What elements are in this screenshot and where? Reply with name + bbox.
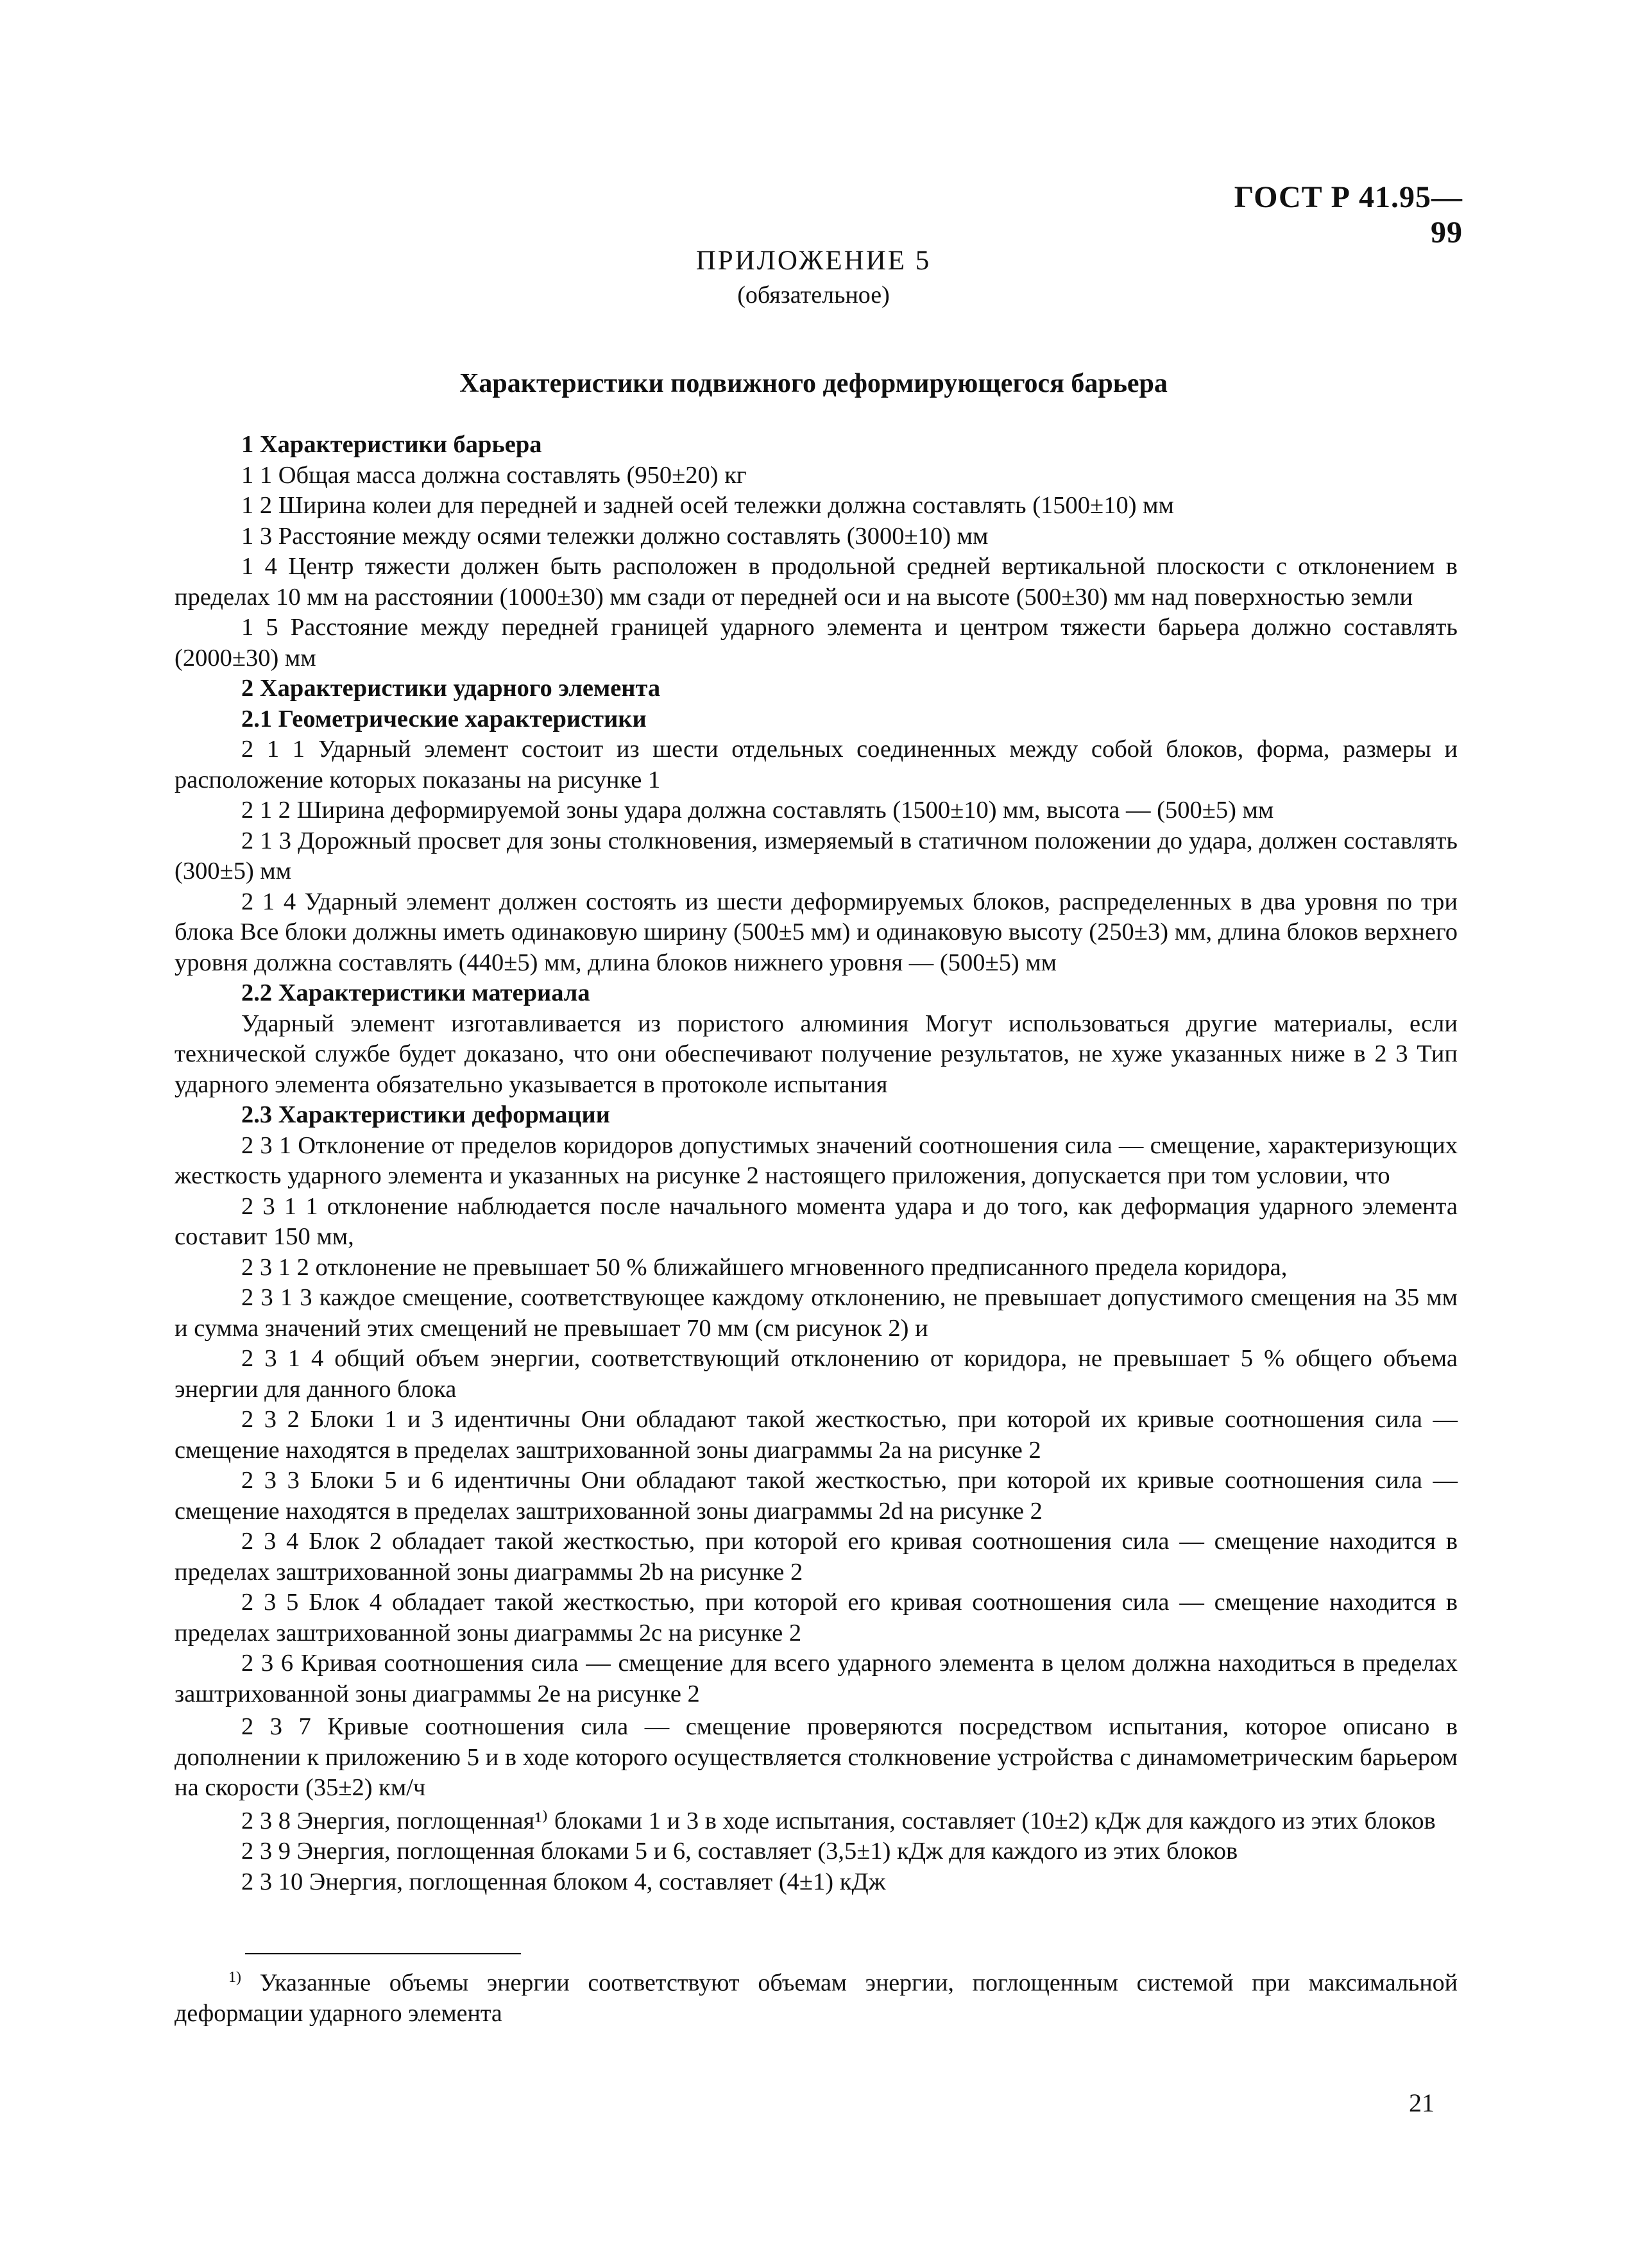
paragraph: 2 3 10 Энергия, поглощенная блоком 4, составляет (4±1) кДж [241, 1868, 886, 1895]
paragraph: 1 4 Центр тяжести должен быть расположен в продольной средней вертикальной плоскости с отклонением в пределах 10 мм на расстоянии (1000±30) мм сзади от передней оси и на высоте (500±30) мм над поверхностью земли [175, 553, 1458, 611]
footnote-text: Указанные объемы энергии соответствуют объемам энергии, поглощенным системой при максимальной деформации ударного элемента [175, 1969, 1458, 2027]
heading-barrier: 1 Характеристики барьера [241, 431, 542, 458]
paragraph: 2 3 2 Блоки 1 и 3 идентичны Они обладают такой жесткостью, при которой их кривые соотношения сила — смещение находятся в пределах заштрихованной зоны диаграммы 2a на рисунке 2 [175, 1406, 1458, 1464]
paragraph: 2 1 2 Ширина деформируемой зоны удара должна составлять (1500±10) мм, высота — (500±5) мм [241, 797, 1274, 824]
paragraph: 2 3 3 Блоки 5 и 6 идентичны Они обладают такой жесткостью, при которой их кривые соотношения сила — смещение находятся в пределах заштрихованной зоны диаграммы 2d на рисунке 2 [175, 1467, 1458, 1525]
paragraph: 2 3 1 Отклонение от пределов коридоров допустимых значений соотношения сила — смещение, характеризующих жесткость ударного элемента и указанных на рисунке 2 настоящего приложения, допускается при том условии, что [175, 1131, 1458, 1189]
paragraph: 2 3 6 Кривая соотношения сила — смещение для всего ударного элемента в целом должна находиться в пределах заштрихованной зоны диаграммы 2e на рисунке 2 [175, 1650, 1458, 1707]
paragraph: 1 2 Ширина колеи для передней и задней осей тележки должна составлять (1500±10) мм [241, 492, 1174, 519]
paragraph: 2 1 1 Ударный элемент состоит из шести отдельных соединенных между собой блоков, форма, размеры и расположение которых показаны на рисунке 1 [175, 736, 1458, 793]
heading-material: 2.2 Характеристики материала [241, 979, 590, 1006]
body-text [175, 430, 1458, 1897]
paragraph: 2 3 7 Кривые соотношения сила — смещение проверяются посредством испытания, которое описано в дополнении к приложению 5 и в ходе которого осуществляется столкновение устройства с динамометрическим барьером на скорости (35±2) км/ч [175, 1713, 1458, 1801]
paragraph: Ударный элемент изготавливается из пористого алюминия Могут использоваться другие материалы, если технической службе будет доказано, что они обеспечивают получение результатов, не хуже указанных ниже в 2 3 Тип ударного элемента обязательно указывается в протоколе испытания [175, 1010, 1458, 1098]
paragraph: 2 1 4 Ударный элемент должен состоять из шести деформируемых блоков, распределенных в два уровня по три блока Все блоки должны иметь одинаковую ширину (500±5 мм) и одинаковую высоту (250±3) мм, длина блоков верхнего уровня должна составлять (440±5) мм, длина блоков нижнего уровня — (500±5) мм [175, 888, 1458, 976]
footnote-divider [245, 1953, 521, 1954]
paragraph: 1 1 Общая масса должна составлять (950±20) кг [241, 461, 747, 489]
paragraph: 1 3 Расстояние между осями тележки должно составлять (3000±10) мм [241, 522, 989, 550]
paragraph: 2 3 5 Блок 4 обладает такой жесткостью, при которой его кривая соотношения сила — смещение находится в пределах заштрихованной зоны диаграммы 2c на рисунке 2 [175, 1589, 1458, 1646]
paragraph: 2 1 3 Дорожный просвет для зоны столкновения, измеряемый в статичном положении до удара, должен составлять (300±5) мм [175, 827, 1458, 884]
page-number: 21 [1409, 2088, 1435, 2117]
heading-geometry: 2.1 Геометрические характеристики [241, 705, 647, 732]
paragraph: 2 3 1 3 каждое смещение, соответствующее каждому отклонению, не превышает допустимого смещения на 35 мм и сумма значений этих смещений не превышает 70 мм (см рисунок 2) и [175, 1284, 1458, 1342]
paragraph: 1 5 Расстояние между передней границей ударного элемента и центром тяжести барьера должно составлять (2000±30) мм [175, 614, 1458, 672]
paragraph: 2 3 4 Блок 2 обладает такой жесткостью, при которой его кривая соотношения сила — смещение находится в пределах заштрихованной зоны диаграммы 2b на рисунке 2 [175, 1528, 1458, 1586]
section-title: Характеристики подвижного деформирующегося барьера [459, 369, 1168, 398]
heading-impact-element: 2 Характеристики ударного элемента [241, 675, 661, 702]
footnote [175, 1963, 1458, 2029]
appendix-subtitle: (обязательное) [737, 282, 890, 309]
paragraph: 2 3 8 Энергия, поглощенная¹⁾ блоками 1 и 3 в ходе испытания, составляет (10±2) кДж для каждого из этих блоков [241, 1807, 1436, 1834]
paragraph: 2 3 9 Энергия, поглощенная блоками 5 и 6, составляет (3,5±1) кДж для каждого из этих блоков [241, 1838, 1238, 1865]
paragraph: 2 3 1 4 общий объем энергии, соответствующий отклонению от коридора, не превышает 5 % общего объема энергии для данного блока [175, 1345, 1458, 1403]
heading-deformation: 2.3 Характеристики деформации [241, 1101, 610, 1128]
paragraph: 2 3 1 1 отклонение наблюдается после начального момента удара и до того, как деформация ударного элемента составит 150 мм, [175, 1192, 1458, 1250]
paragraph: 2 3 1 2 отклонение не превышает 50 % ближайшего мгновенного предписанного предела коридора, [241, 1253, 1288, 1281]
document-code: ГОСТ Р 41.95—99 [1234, 180, 1463, 250]
appendix-title: ПРИЛОЖЕНИЕ 5 [695, 246, 932, 276]
footnote-marker: 1) [228, 1969, 241, 1986]
